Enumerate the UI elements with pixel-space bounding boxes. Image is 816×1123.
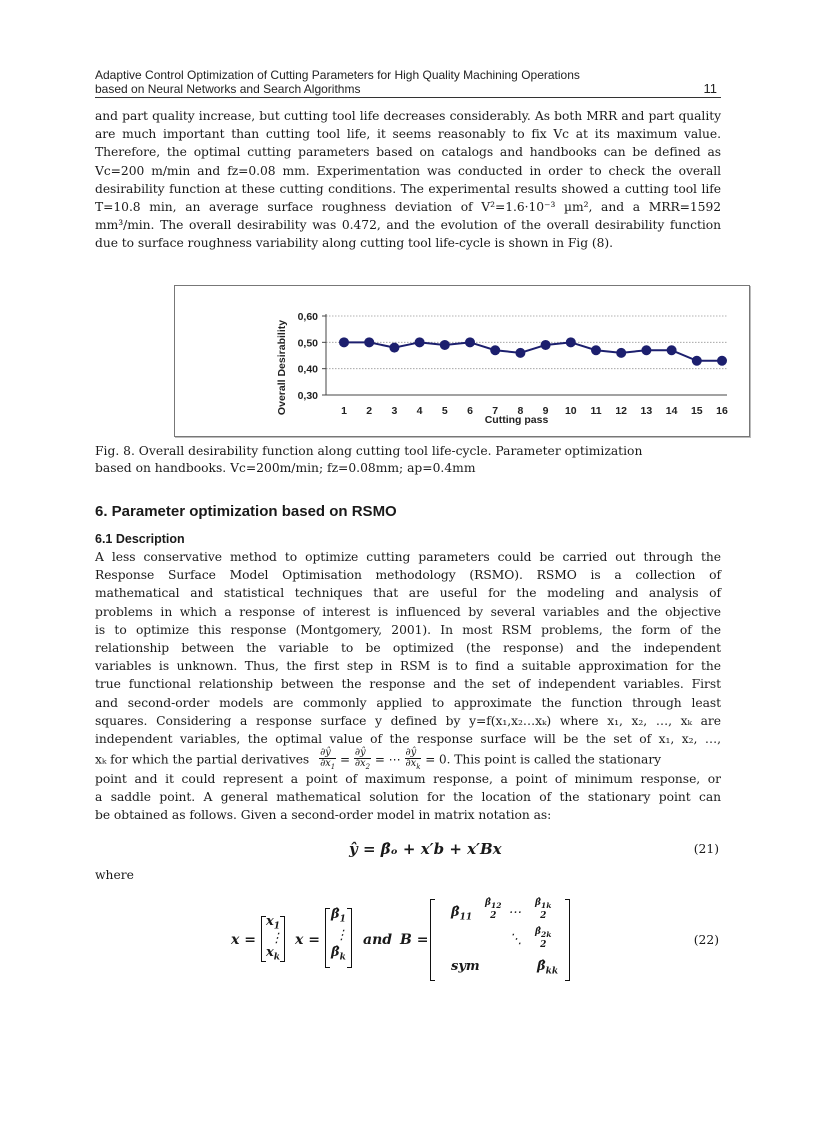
text-line: A less conservative method to optimize cutting parameters could be carried out through the bbox=[95, 550, 721, 564]
matrix-hdots: … bbox=[509, 902, 522, 917]
text-line: squares. Considering a response surface y defined by y=f(x₁,x₂…xₖ) where x₁, x₂, …, xₖ are bbox=[95, 713, 721, 728]
x-tick-label: 7 bbox=[492, 405, 499, 417]
data-point bbox=[692, 356, 702, 366]
y-tick-label: 0,30 bbox=[297, 390, 318, 402]
derivative-suffix: This point is called the stationary bbox=[454, 752, 662, 767]
data-point bbox=[515, 348, 525, 358]
data-point bbox=[339, 337, 349, 347]
equation-21 bbox=[95, 840, 721, 864]
desirability-chart bbox=[174, 285, 750, 437]
matrix-x-label: x = bbox=[231, 932, 256, 948]
y-axis-label: Overall Desirability bbox=[276, 319, 288, 416]
x-tick-label: 15 bbox=[690, 405, 703, 417]
data-point bbox=[490, 345, 500, 355]
data-point bbox=[667, 345, 677, 355]
y-tick-label: 0,50 bbox=[297, 337, 318, 350]
caption-line2: based on handbooks. Vc=200m/min; fz=0.08mm; ap=0.4mm bbox=[95, 461, 476, 475]
header-rule bbox=[95, 97, 721, 98]
matrix-vdots: ⋮ bbox=[335, 928, 348, 943]
x-tick-label: 16 bbox=[716, 405, 728, 417]
x-tick-label: 2 bbox=[366, 405, 373, 417]
data-point bbox=[415, 337, 425, 347]
matrix-beta-label: x = bbox=[295, 932, 320, 948]
text-line: a saddle point. A general mathematical solution for the location of the stationary point can bbox=[95, 790, 721, 805]
x-tick-label: 3 bbox=[391, 405, 398, 417]
x-tick-label: 8 bbox=[517, 405, 524, 417]
matrix-vdots: ⋮ bbox=[270, 931, 283, 946]
data-point bbox=[641, 345, 651, 355]
data-point bbox=[616, 348, 626, 358]
x-tick-label: 4 bbox=[416, 405, 423, 417]
derivative-prefix: xₖ for which the partial derivatives bbox=[95, 752, 310, 767]
matrix-cell: $x_k$ bbox=[266, 945, 281, 963]
page-number: 11 bbox=[703, 81, 717, 96]
where-label: where bbox=[95, 868, 134, 882]
bracket-left bbox=[430, 899, 435, 981]
equation-21-number: (21) bbox=[693, 842, 719, 856]
data-point bbox=[591, 345, 601, 355]
x-tick-label: 6 bbox=[467, 405, 473, 417]
matrix-cell: $\betâ_1$ bbox=[331, 907, 346, 925]
text-line: mathematical and statistical techniques that are useful for the modeling and analysis of bbox=[95, 586, 721, 601]
matrix-cell: $\betâ_{kk}$ bbox=[537, 959, 559, 977]
data-point bbox=[465, 337, 475, 347]
x-tick-label: 12 bbox=[615, 405, 628, 417]
x-tick-label: 5 bbox=[441, 405, 448, 417]
section-heading: 6. Parameter optimization based on RSMO bbox=[95, 503, 397, 520]
series-line bbox=[344, 342, 722, 360]
matrix-cell: $\betâ_{2k}$ 2 bbox=[535, 927, 552, 950]
bracket-right bbox=[565, 899, 570, 981]
text-line: independent variables, the optimal value of the response surface will be the set of x₁, x₂, …, bbox=[95, 731, 721, 746]
header-title-line2: based on Neural Networks and Search Algorithms bbox=[95, 81, 361, 96]
matrix-cell: $\betâ_k$ bbox=[331, 945, 346, 963]
text-line: be obtained as follows. Given a second-order model in matrix notation as: bbox=[95, 808, 552, 823]
x-tick-label: 9 bbox=[542, 405, 549, 417]
x-tick-label: 13 bbox=[640, 405, 653, 417]
chart-svg bbox=[175, 286, 749, 436]
y-tick-label: 0,40 bbox=[297, 363, 318, 376]
text-line: problems in which a response of interest is influenced by several variables and the objective bbox=[95, 604, 721, 619]
text-line: point and it could represent a point of maximum response, a point of minimum response, or bbox=[95, 772, 721, 787]
data-point bbox=[440, 340, 450, 350]
data-point bbox=[717, 356, 727, 366]
caption-line1: Fig. 8. Overall desirability function along cutting tool life-cycle. Parameter optimization bbox=[95, 444, 643, 458]
matrix-cell: $\betâ_{1k}$ 2 bbox=[535, 898, 552, 921]
matrix-ddots: ⋱ bbox=[509, 932, 522, 947]
data-point bbox=[389, 343, 399, 353]
equation-22-number: (22) bbox=[693, 933, 719, 947]
derivative-line bbox=[95, 748, 721, 770]
matrix-cell: $x_1$ bbox=[266, 914, 281, 932]
text-line: Response Surface Model Optimisation methodology (RSMO). RSMO is a collection of bbox=[95, 568, 721, 583]
matrix-cell: $\betâ_{12}$ 2 bbox=[485, 898, 502, 921]
figure-caption bbox=[95, 443, 721, 477]
bracket-right bbox=[280, 916, 285, 962]
partial-derivatives-formula: $\frac{\partial ŷ}{\partial x_1}$ = $\frac{\partial ŷ}{\partial x_2}$ = ⋯ $\frac{\partial ŷ}{\partial x_k}$ = 0. bbox=[320, 747, 451, 772]
text-line: relationship between the variable to be optimized (the response) and the independent bbox=[95, 640, 721, 655]
x-tick-label: 11 bbox=[590, 405, 602, 417]
bracket-left bbox=[325, 908, 330, 968]
x-tick-label: 10 bbox=[564, 405, 577, 417]
x-tick-label: 1 bbox=[341, 405, 347, 417]
text-line: variables is unknown. Thus, the first step in RSM is to find a suitable approximation for the bbox=[95, 659, 721, 674]
equation-21-expression: ŷ = β̂ₒ + x′b + x′Bx bbox=[349, 840, 502, 858]
x-tick-label: 14 bbox=[665, 405, 678, 417]
data-point bbox=[541, 340, 551, 350]
matrix-cell: $\betâ_{11}$ bbox=[451, 905, 473, 923]
paragraph-intro: and part quality increase, but cutting tool life decreases considerably. As both MRR and part quality are much important than cutting tool life, it seems reasonably to fix Vc at its maximum value. Therefore, the optimal cutting parameters based on catalogs and handbooks can be defined as Vc=200 m/min and fz=0.08 mm. Experimentation was conducted in order to check the overall desirability function at these cutting conditions. The experimental results showed a cutting tool life T=10.8 min, an average surface roughness deviation of V²=1.6·10⁻³ µm², and a MRR=1592 mm³/min. The overall desirability was 0.472, and the evolution of the overall desirability function due to surface roughness variability along cutting tool life-cycle is shown in Fig (8). bbox=[95, 109, 721, 251]
equation-22 bbox=[95, 895, 721, 985]
bracket-right bbox=[347, 908, 352, 968]
running-header bbox=[95, 69, 721, 96]
subsection-heading: 6.1 Description bbox=[95, 532, 185, 546]
matrix-B-label: B = bbox=[400, 932, 429, 948]
header-title-line1: Adaptive Control Optimization of Cutting Parameters for High Quality Machining Operations bbox=[95, 68, 580, 82]
y-tick-label: 0,60 bbox=[297, 311, 318, 323]
matrix-sym: sym bbox=[451, 959, 480, 974]
and-text: and bbox=[363, 932, 393, 948]
paragraph-description bbox=[95, 548, 721, 825]
data-point bbox=[566, 337, 576, 347]
x-axis-label: Cutting pass bbox=[484, 414, 549, 426]
text-line: and second-order models are commonly applied to approximate the function through least bbox=[95, 695, 721, 710]
text-line: true functional relationship between the response and the set of independent variables. First bbox=[95, 677, 721, 692]
data-point bbox=[364, 337, 374, 347]
text-line: is to optimize this response (Montgomery, 2001). In most RSM problems, the form of the bbox=[95, 622, 721, 637]
